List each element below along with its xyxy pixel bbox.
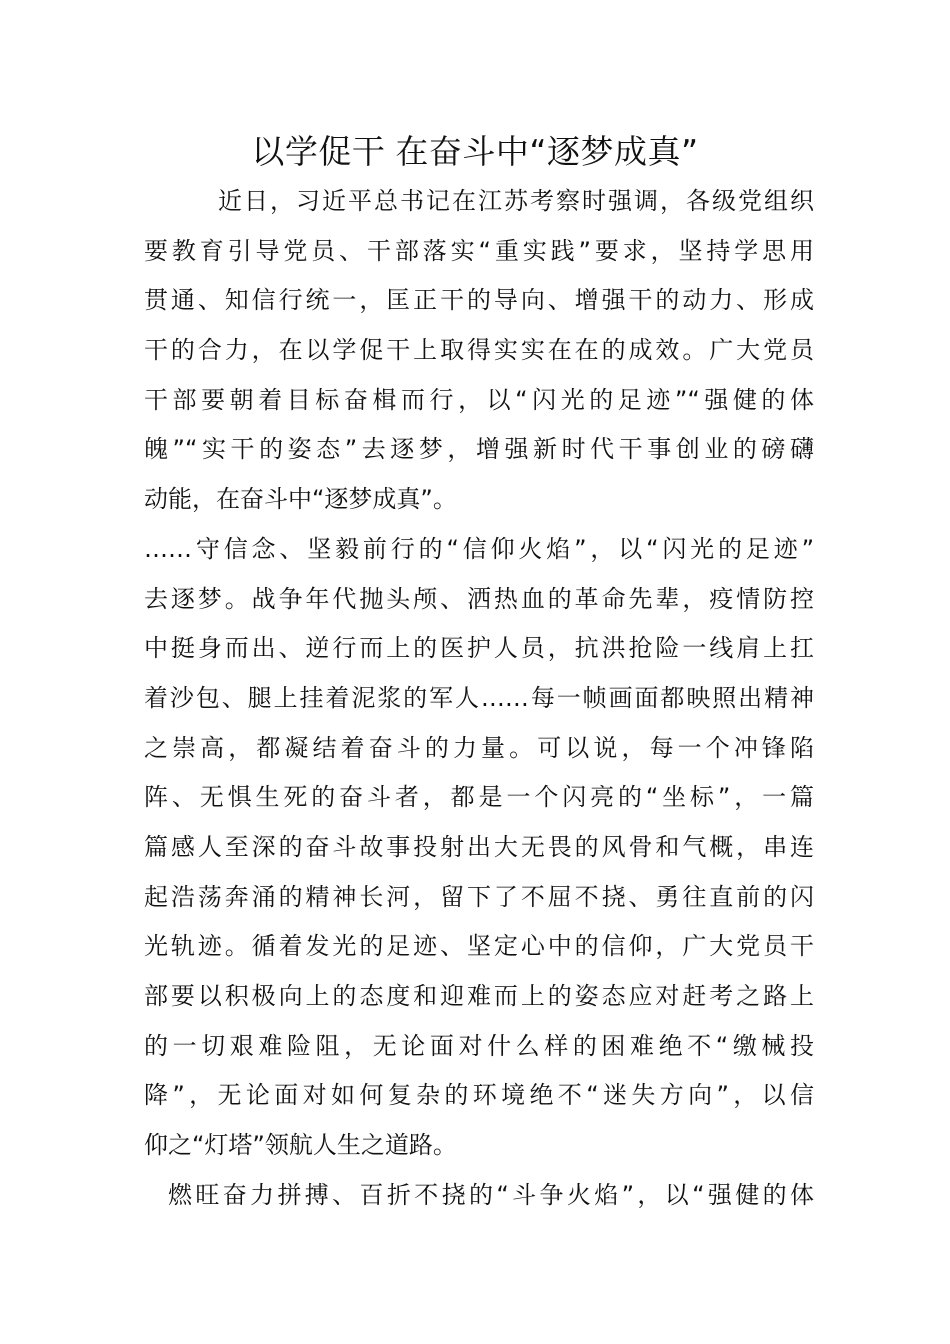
text-line: 之崇高，都凝结着奋斗的力量。可以说，每一个冲锋陷 bbox=[144, 733, 814, 762]
text-line: 仰之“灯塔”领航人生之道路。 bbox=[144, 1131, 457, 1160]
text-line: 降”，无论面对如何复杂的环境绝不“迷失方向”，以信 bbox=[144, 1081, 814, 1110]
text-line: 篇感人至深的奋斗故事投射出大无畏的风骨和气概，串连 bbox=[144, 832, 814, 861]
text-line: 起浩荡奔涌的精神长河，留下了不屈不挠、勇往直前的闪 bbox=[144, 882, 814, 911]
title-part-1: 以学促干 bbox=[251, 132, 386, 171]
text-line: 动能，在奋斗中“逐梦成真”。 bbox=[144, 485, 457, 514]
text-line: 近日，习近平总书记在江苏考察时强调，各级党组织 bbox=[218, 187, 814, 215]
text-line: 光轨迹。循着发光的足迹、坚定心中的信仰，广大党员干 bbox=[144, 932, 814, 961]
text-line: 干的合力，在以学促干上取得实实在在的成效。广大党员 bbox=[144, 336, 814, 365]
text-line: 去逐梦。战争年代抛头颅、洒热血的革命先辈，疫情防控 bbox=[144, 584, 814, 613]
text-line: 要教育引导党员、干部落实“重实践”要求，坚持学思用 bbox=[144, 236, 814, 265]
document-body bbox=[144, 177, 814, 1220]
text-line: 阵、无惧生死的奋斗者，都是一个闪亮的“坐标”，一篇 bbox=[144, 783, 814, 812]
text-line: 着沙包、腿上挂着泥浆的军人……每一帧画面都映照出精神 bbox=[144, 683, 814, 712]
text-line: ……守信念、坚毅前行的“信仰火焰”，以“闪光的足迹” bbox=[144, 534, 814, 563]
text-line: 部要以积极向上的态度和迎难而上的姿态应对赶考之路上 bbox=[144, 982, 814, 1010]
text-line: 贯通、知信行统一，匡正干的导向、增强干的动力、形成 bbox=[144, 286, 814, 315]
text-line: 中挺身而出、逆行而上的医护人员，抗洪抢险一线肩上扛 bbox=[144, 634, 814, 663]
text-line: 干部要朝着目标奋楫而行，以“闪光的足迹”“强健的体 bbox=[144, 385, 814, 414]
title-part-2: 在奋斗中“逐梦成真” bbox=[395, 132, 699, 171]
text-line: 的一切艰难险阻，无论面对什么样的困难绝不“缴械投 bbox=[144, 1031, 814, 1060]
text-line: 魄”“实干的姿态”去逐梦，增强新时代干事创业的磅礴 bbox=[144, 435, 814, 464]
document-title bbox=[0, 127, 950, 177]
text-line: 燃旺奋力拼搏、百折不挠的“斗争火焰”，以“强健的体 bbox=[168, 1180, 814, 1209]
